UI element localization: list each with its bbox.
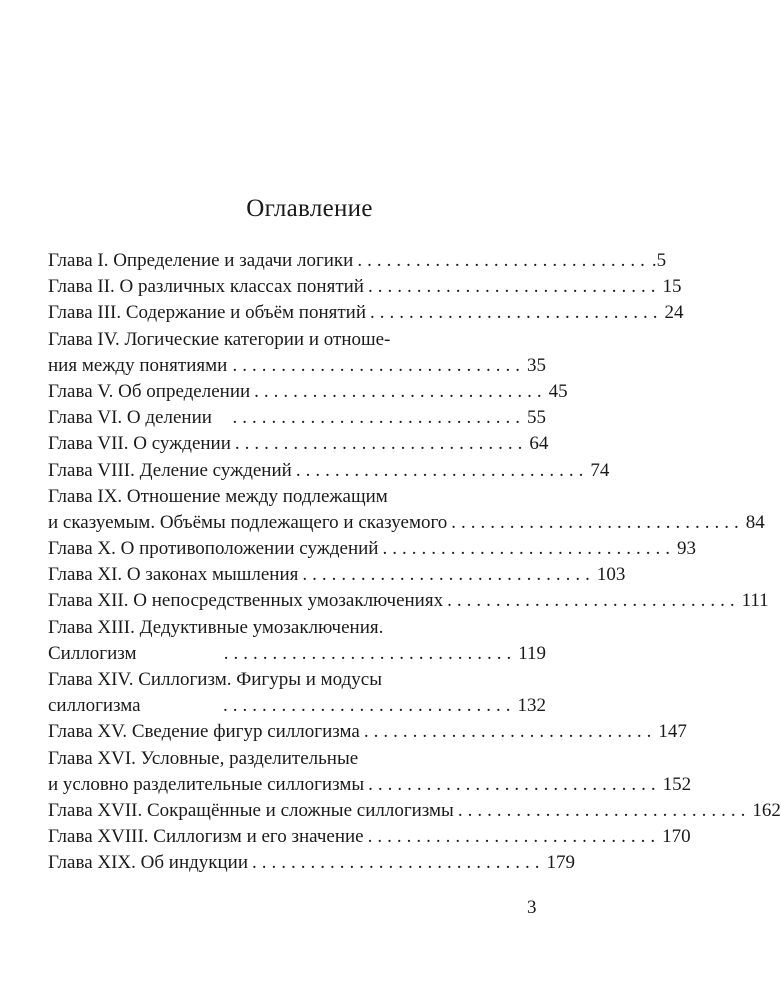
toc-entry-text: и сказуемым. Объёмы подлежащего и сказуемого [48, 511, 448, 533]
toc-line [48, 300, 684, 326]
toc-entry-text: Глава VIII. Деление суждений [48, 459, 292, 481]
dot-leader: .............................. [232, 407, 525, 429]
toc-line [48, 248, 667, 274]
toc-entry-text: Глава XII. О непосредственных умозаключениях [48, 590, 444, 612]
toc-page-number: .5 [651, 250, 667, 271]
toc-line [48, 510, 765, 536]
toc-page-number: 64 [529, 433, 549, 455]
dot-leader: .............................. [451, 511, 744, 533]
toc-page-number: 170 [662, 826, 691, 848]
toc-line [48, 588, 769, 614]
toc-page-number: 111 [741, 590, 769, 612]
toc-entry-text: ния между понятиями [48, 354, 228, 376]
dot-leader: .............................. [367, 276, 661, 298]
dot-leader: .............................. [368, 773, 661, 795]
toc-entry-text: Глава I. Определение и задачи логики [48, 250, 354, 271]
dot-leader: .............................. [232, 354, 525, 376]
dot-leader: .............................. [234, 433, 528, 455]
toc-line [48, 327, 546, 353]
dot-leader: .............................. [382, 538, 675, 560]
toc-entry-text: силлогизма [48, 695, 141, 717]
toc-entry-text: и условно разделительные силлогизмы [48, 773, 365, 795]
toc-entry-text: Глава X. О противоположении суждений [48, 538, 379, 560]
toc-entry-text: Глава IX. Отношение между подлежащим [48, 485, 388, 507]
toc-entry-text: Глава XVI. Условные, разделительные [48, 747, 359, 769]
toc-line [48, 693, 546, 719]
toc-line [48, 353, 546, 379]
dot-leader: .............................. [254, 380, 547, 402]
toc-line [48, 641, 546, 667]
toc-line [48, 824, 691, 850]
toc-line [48, 484, 546, 510]
toc-line [48, 458, 610, 484]
toc-entry-text: Глава XIX. Об индукции [48, 852, 249, 874]
toc-entry-text: Глава XIV. Силлогизм. Фигуры и модусы [48, 669, 382, 690]
page-title: Оглавление [246, 195, 373, 222]
toc-page-number: 24 [664, 302, 684, 324]
toc-line [48, 772, 692, 798]
dot-leader: .............................. [252, 852, 545, 874]
dot-leader: .............................. [370, 302, 663, 324]
toc-entry-text: Глава VI. О делении [48, 407, 212, 429]
dot-leader: .............................. [363, 721, 657, 743]
toc-line [48, 746, 546, 772]
dot-leader: .............................. [295, 459, 589, 481]
toc-page-number: 15 [662, 276, 682, 298]
toc-page-number: 74 [590, 459, 610, 481]
dot-leader: .............................. [223, 642, 517, 664]
toc-page-number: 103 [596, 564, 626, 586]
toc-entry-text: Глава XVIII. Силлогизм и его значение [48, 826, 364, 848]
dot-leader: .............................. [367, 826, 661, 848]
toc-line [48, 536, 696, 562]
toc-page-number: 119 [518, 642, 546, 664]
toc-entry-text: Глава XVII. Сокращённые и сложные силлогизмы [48, 799, 454, 821]
toc-entry-text: Глава IV. Логические категории и отноше- [48, 328, 391, 350]
dot-leader: .............................. [302, 564, 595, 586]
toc-page-number: 35 [527, 354, 546, 376]
toc-page-number: 179 [546, 852, 576, 874]
toc-entry-text: Глава III. Содержание и объём понятий [48, 302, 367, 324]
toc-entry-text: Глава V. Об определении [48, 380, 251, 402]
toc-page-number: 152 [662, 773, 692, 795]
toc-page-number: 84 [745, 511, 765, 533]
toc-page-number: 93 [676, 538, 696, 560]
toc-page-number: 45 [548, 380, 568, 402]
dot-leader: .............................. [457, 799, 751, 821]
toc-entry-text: Глава XIII. Дедуктивные умозаключения. [48, 616, 384, 638]
page-number: 3 [527, 897, 537, 918]
toc-entry-text: Глава II. О различных классах понятий [48, 276, 364, 298]
toc-page-number: 55 [527, 407, 546, 429]
table-of-contents [48, 248, 781, 877]
toc-page-number: 147 [658, 721, 687, 743]
toc-line [48, 615, 546, 641]
toc-line [48, 667, 546, 693]
toc-entry-text: Глава XI. О законах мышления [48, 564, 299, 586]
toc-line [48, 431, 549, 457]
toc-entry-text: Силлогизм [48, 642, 137, 664]
dot-leader: .............................. [447, 590, 740, 612]
toc-line [48, 405, 546, 431]
toc-line [48, 274, 682, 300]
toc-line [48, 562, 626, 588]
dot-leader: .............................. [223, 695, 516, 717]
toc-line [48, 798, 781, 824]
toc-entry-text: Глава VII. О суждении [48, 433, 231, 455]
toc-page-number: 162 [752, 799, 781, 821]
toc-line [48, 719, 687, 745]
toc-line [48, 379, 568, 405]
dot-leader: .............................. [357, 250, 650, 271]
toc-line [48, 850, 576, 876]
toc-entry-text: Глава XV. Сведение фигур силлогизма [48, 721, 360, 743]
toc-page-number: 132 [517, 695, 546, 717]
